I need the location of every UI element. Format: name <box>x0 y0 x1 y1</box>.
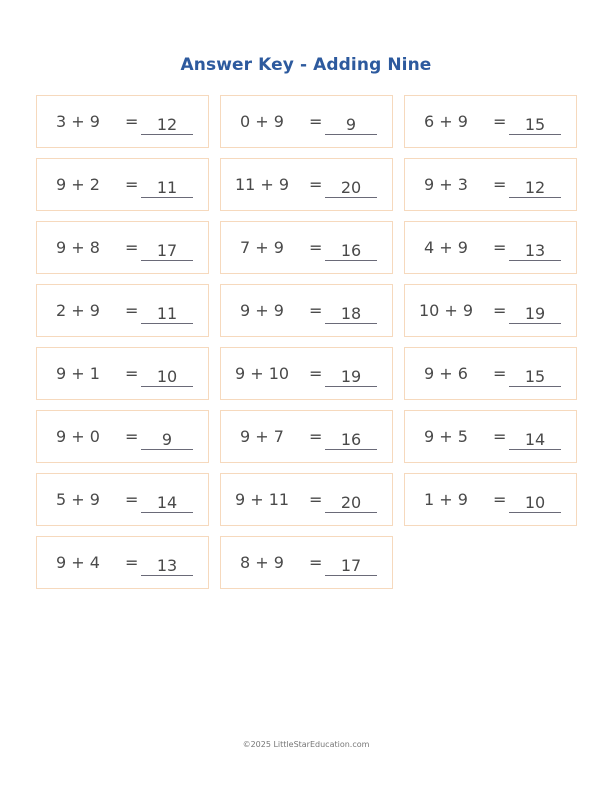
equals-sign: = <box>493 364 507 383</box>
answer-line <box>509 197 561 198</box>
answer-line <box>325 449 377 450</box>
problem-cell <box>404 95 577 148</box>
problem-cell <box>36 410 209 463</box>
answer-value: 9 <box>161 430 173 449</box>
equals-sign: = <box>493 175 507 194</box>
problem-expression: 9 + 6 <box>424 364 468 383</box>
equals-sign: = <box>493 427 507 446</box>
equals-sign: = <box>125 490 139 509</box>
equals-sign: = <box>125 238 139 257</box>
problem-cell <box>36 95 209 148</box>
problem-expression: 9 + 8 <box>56 238 100 257</box>
equals-sign: = <box>125 175 139 194</box>
problem-cell <box>220 473 393 526</box>
equals-sign: = <box>125 112 139 131</box>
equals-sign: = <box>309 175 323 194</box>
answer-value: 18 <box>340 304 362 323</box>
problem-expression: 1 + 9 <box>424 490 468 509</box>
answer-value: 16 <box>340 430 362 449</box>
problem-expression: 9 + 10 <box>234 364 290 383</box>
answer-value: 17 <box>156 241 178 260</box>
equals-sign: = <box>125 553 139 572</box>
answer-value: 19 <box>524 304 546 323</box>
answer-value: 11 <box>156 304 178 323</box>
problem-expression: 9 + 1 <box>56 364 100 383</box>
equals-sign: = <box>125 427 139 446</box>
answer-line <box>325 260 377 261</box>
answer-value: 11 <box>156 178 178 197</box>
answer-line <box>325 197 377 198</box>
answer-value: 13 <box>524 241 546 260</box>
problem-expression: 9 + 3 <box>424 175 468 194</box>
answer-value: 16 <box>340 241 362 260</box>
problem-cell <box>36 221 209 274</box>
equals-sign: = <box>125 301 139 320</box>
answer-line <box>325 386 377 387</box>
problem-cell <box>404 410 577 463</box>
answer-line <box>509 512 561 513</box>
problem-expression: 9 + 4 <box>56 553 100 572</box>
answer-line <box>141 134 193 135</box>
problem-expression: 11 + 9 <box>234 175 290 194</box>
equals-sign: = <box>309 490 323 509</box>
problem-expression: 9 + 5 <box>424 427 468 446</box>
problem-expression: 2 + 9 <box>56 301 100 320</box>
answer-value: 15 <box>524 115 546 134</box>
equals-sign: = <box>309 364 323 383</box>
answer-line <box>141 386 193 387</box>
problem-cell <box>404 347 577 400</box>
problem-cell <box>220 221 393 274</box>
answer-line <box>141 197 193 198</box>
answer-value: 10 <box>156 367 178 386</box>
problem-cell <box>220 95 393 148</box>
equals-sign: = <box>309 553 323 572</box>
answer-value: 19 <box>340 367 362 386</box>
equals-sign: = <box>125 364 139 383</box>
equals-sign: = <box>493 490 507 509</box>
answer-value: 15 <box>524 367 546 386</box>
problem-expression: 3 + 9 <box>56 112 100 131</box>
problem-cell <box>36 284 209 337</box>
problem-cell <box>220 536 393 589</box>
problem-expression: 5 + 9 <box>56 490 100 509</box>
problem-cell <box>220 347 393 400</box>
answer-line <box>141 512 193 513</box>
problem-expression: 8 + 9 <box>240 553 284 572</box>
answer-line <box>325 134 377 135</box>
equals-sign: = <box>493 238 507 257</box>
problem-cell <box>404 284 577 337</box>
answer-line <box>141 323 193 324</box>
answer-value: 12 <box>156 115 178 134</box>
equals-sign: = <box>493 112 507 131</box>
answer-value: 20 <box>340 178 362 197</box>
page-title: Answer Key - Adding Nine <box>180 55 432 75</box>
equals-sign: = <box>309 301 323 320</box>
answer-value: 14 <box>524 430 546 449</box>
answer-line <box>141 449 193 450</box>
problem-cell <box>404 221 577 274</box>
answer-value: 20 <box>340 493 362 512</box>
problem-expression: 9 + 0 <box>56 427 100 446</box>
answer-line <box>325 323 377 324</box>
answer-value: 9 <box>345 115 357 134</box>
problem-expression: 4 + 9 <box>424 238 468 257</box>
answer-line <box>509 386 561 387</box>
copyright-footer: ©2025 LittleStarEducation.com <box>242 740 370 749</box>
answer-value: 12 <box>524 178 546 197</box>
problem-expression: 0 + 9 <box>240 112 284 131</box>
equals-sign: = <box>309 427 323 446</box>
problem-expression: 9 + 9 <box>240 301 284 320</box>
problem-cell <box>404 473 577 526</box>
problem-cell <box>220 410 393 463</box>
answer-value: 13 <box>156 556 178 575</box>
answer-line <box>509 260 561 261</box>
problem-cell <box>404 158 577 211</box>
problem-cell <box>36 158 209 211</box>
problem-expression: 6 + 9 <box>424 112 468 131</box>
problem-cell <box>36 536 209 589</box>
equals-sign: = <box>309 238 323 257</box>
problem-expression: 7 + 9 <box>240 238 284 257</box>
answer-line <box>509 134 561 135</box>
answer-value: 17 <box>340 556 362 575</box>
answer-line <box>509 323 561 324</box>
answer-value: 10 <box>524 493 546 512</box>
answer-line <box>325 575 377 576</box>
problem-cell <box>36 473 209 526</box>
answer-line <box>141 575 193 576</box>
problem-cell <box>36 347 209 400</box>
answer-line <box>141 260 193 261</box>
problem-expression: 9 + 7 <box>240 427 284 446</box>
problem-cell <box>220 284 393 337</box>
problem-expression: 9 + 11 <box>234 490 290 509</box>
problem-expression: 9 + 2 <box>56 175 100 194</box>
answer-value: 14 <box>156 493 178 512</box>
problem-cell <box>220 158 393 211</box>
equals-sign: = <box>309 112 323 131</box>
equals-sign: = <box>493 301 507 320</box>
answer-line <box>509 449 561 450</box>
answer-line <box>325 512 377 513</box>
problem-expression: 10 + 9 <box>418 301 474 320</box>
